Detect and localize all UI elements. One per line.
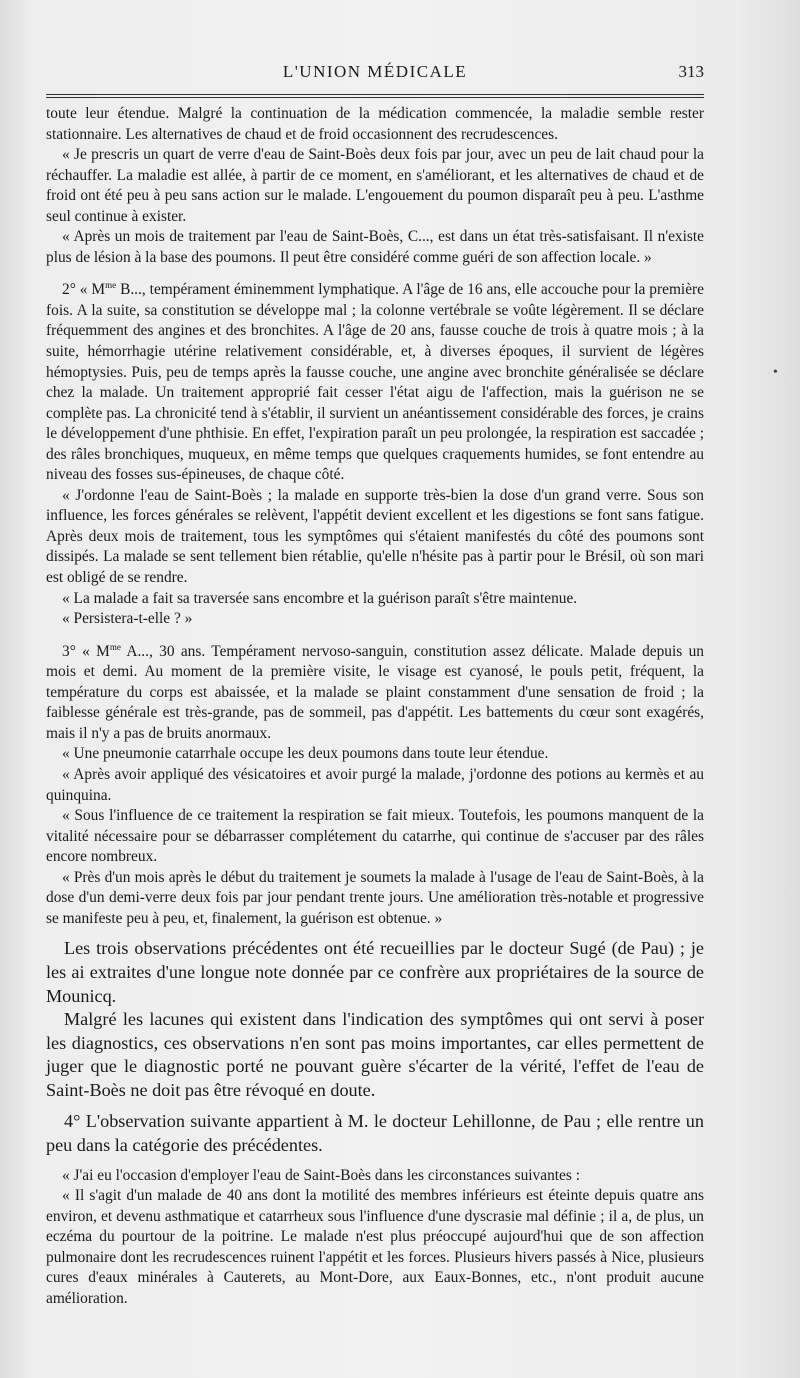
running-header xyxy=(46,58,704,88)
journal-title: L'UNION MÉDICALE xyxy=(282,62,468,81)
observation-number: 3° « M xyxy=(62,642,110,660)
observation-text: B..., tempérament éminemment lymphatique. A l'âge de 16 ans, elle accouche pour la première fois. A la suite, sa constitution se développe mal ; la colonne vertébrale se voûte légèrement. Il se déclare fréquemment des angines et des bronchites. A l'âge de 20 ans, fausse couche de trois à quatre mois ; à la suite, hémorrhagie utérine relativement considérable, et, à diverses époques, il survient de légères hémoptysies. Puis, peu de temps après la fausse couche, une angine avec bronchite généralisée se déclare chez la malade. Un traitement approprié fait cesser l'état aigu de l'affection, mais la guérison ne se complète pas. La chronicité tend à s'établir, il survient un anéantissement considérable des forces, je crains le développement d'une phthisie. En effet, l'expiration paraît un peu prolongée, la respiration est saccadée ; des râles bronchiques, muqueux, en même temps que quelques craquements humides, se font entendre au niveau des fosses sus-épineuses, de chaque côté. xyxy=(46,281,704,484)
paragraph: « Il s'agit d'un malade de 40 ans dont la motilité des membres inférieurs est éteinte depuis quatre ans environ, et devenu asthmatique et catarrheux sous l'influence d'une dyscrasie mal définie ; il a, de plus, un eczéma du pourtour de la poitrine. Le malade n'est plus préoccupé aujourd'hui que de son affection pulmonaire dont les recrudescences ruinent l'appétit et les forces. Plusieurs hivers passés à Nice, plusieurs cures d'eaux minérales à Cauterets, au Mont-Dore, aux Eaux-Bonnes, etc., n'ont produit aucune amélioration. xyxy=(46,1187,704,1307)
paragraph: « Après avoir appliqué des vésicatoires et avoir purgé la malade, j'ordonne des potions au kermès et au quinquina. xyxy=(46,765,704,804)
page-number: 313 xyxy=(678,62,704,81)
paragraph: « Persistera-t-elle ? » xyxy=(62,610,193,628)
superscript: me xyxy=(109,641,121,652)
paragraph: « Une pneumonie catarrhale occupe les deux poumons dans toute leur étendue. xyxy=(62,745,549,763)
commentary-paragraph: Malgré les lacunes qui existent dans l'indication des symptômes qui ont servi à poser les diagnostics, ces observations n'en sont pas moins importantes, car elles permettent de juger que le diagnostic porté ne pouvant guère s'écarter de la vérité, l'effet de l'eau de Saint-Boès ne doit pas être révoqué en doute. xyxy=(46,1009,704,1100)
paragraph: « Je prescris un quart de verre d'eau de Saint-Boès deux fois par jour, avec un peu de lait chaud pour la réchauffer. La maladie est allée, à partir de ce moment, en s'améliorant, et les alternatives de chaud et de froid ont été peu à peu sans action sur le malade. L'engouement du poumon disparaît peu à peu. L'asthme seul continue à exister. xyxy=(46,146,704,225)
commentary-paragraph: Les trois observations précédentes ont été recueillies par le docteur Sugé (de Pau) ; je les ai extraites d'une longue note donnée par ce confrère aux propriétaires de la source de Mounicq. xyxy=(46,938,704,1006)
superscript: me xyxy=(105,280,117,291)
observation-3 xyxy=(46,642,704,745)
observation-4-intro: 4° L'observation suivante appartient à M. le docteur Lehillonne, de Pau ; elle rentre un peu dans la catégorie des précédentes. xyxy=(46,1111,704,1156)
margin-mark: • xyxy=(773,365,778,380)
paragraph: « J'ai eu l'occasion d'employer l'eau de Saint-Boès dans les circonstances suivantes : xyxy=(62,1166,580,1184)
paragraph: « J'ordonne l'eau de Saint-Boès ; la malade en supporte très-bien la dose d'un grand verre. Sous son influence, les forces générales se relèvent, l'appétit devient excellent et les digestions se font sans fatigue. Après deux mois de traitement, tous les symptômes qui s'étaient manifestés du côté des poumons sont dissipés. La malade se sent tellement bien rétablie, qu'elle n'hésite pas à partir pour le Brésil, où son mari est obligé de se rendre. xyxy=(46,486,704,587)
page-body xyxy=(46,104,704,1310)
paragraph: « Après un mois de traitement par l'eau de Saint-Boès, C..., est dans un état très-satisfaisant. Il n'existe plus de lésion à la base des poumons. Il peut être considéré comme guéri de son affection locale. » xyxy=(46,228,704,266)
paragraph: « Sous l'influence de ce traitement la respiration se fait mieux. Toutefois, les poumons manquent de la vitalité nécessaire pour se débarrasser complétement du catarrhe, qui continue de s'accuser par des râles encore nombreux. xyxy=(46,807,704,866)
observation-text: A..., 30 ans. Tempérament nervoso-sanguin, constitution assez délicate. Malade depuis un mois et demi. Au moment de la première visite, le visage est cyanosé, le pouls petit, fréquent, la température du corps est abaissée, et la malade se plaint constamment d'une sensation de froid ; la faiblesse générale est très-grande, pas de sommeil, pas d'appétit. Les battements du cœur sont exagérés, mais il n'y a pas de bruits anormaux. xyxy=(46,642,704,742)
observation-2 xyxy=(46,280,704,485)
paragraph: « Près d'un mois après le début du traitement je soumets la malade à l'usage de l'eau de Saint-Boès, à la dose d'un demi-verre deux fois par jour pendant trente jours. Une amélioration très-notable et progressive se manifeste peu à peu, et, finalement, la guérison est obtenue. » xyxy=(46,868,704,927)
paragraph: toute leur étendue. Malgré la continuation de la médication commencée, la maladie semble rester stationnaire. Les alternatives de chaud et de froid occasionnent des recrudescences. xyxy=(46,105,704,143)
observation-number: 2° « M xyxy=(62,281,106,299)
paragraph: « La malade a fait sa traversée sans encombre et la guérison paraît s'être maintenue. xyxy=(62,589,578,607)
header-rule xyxy=(46,94,704,98)
